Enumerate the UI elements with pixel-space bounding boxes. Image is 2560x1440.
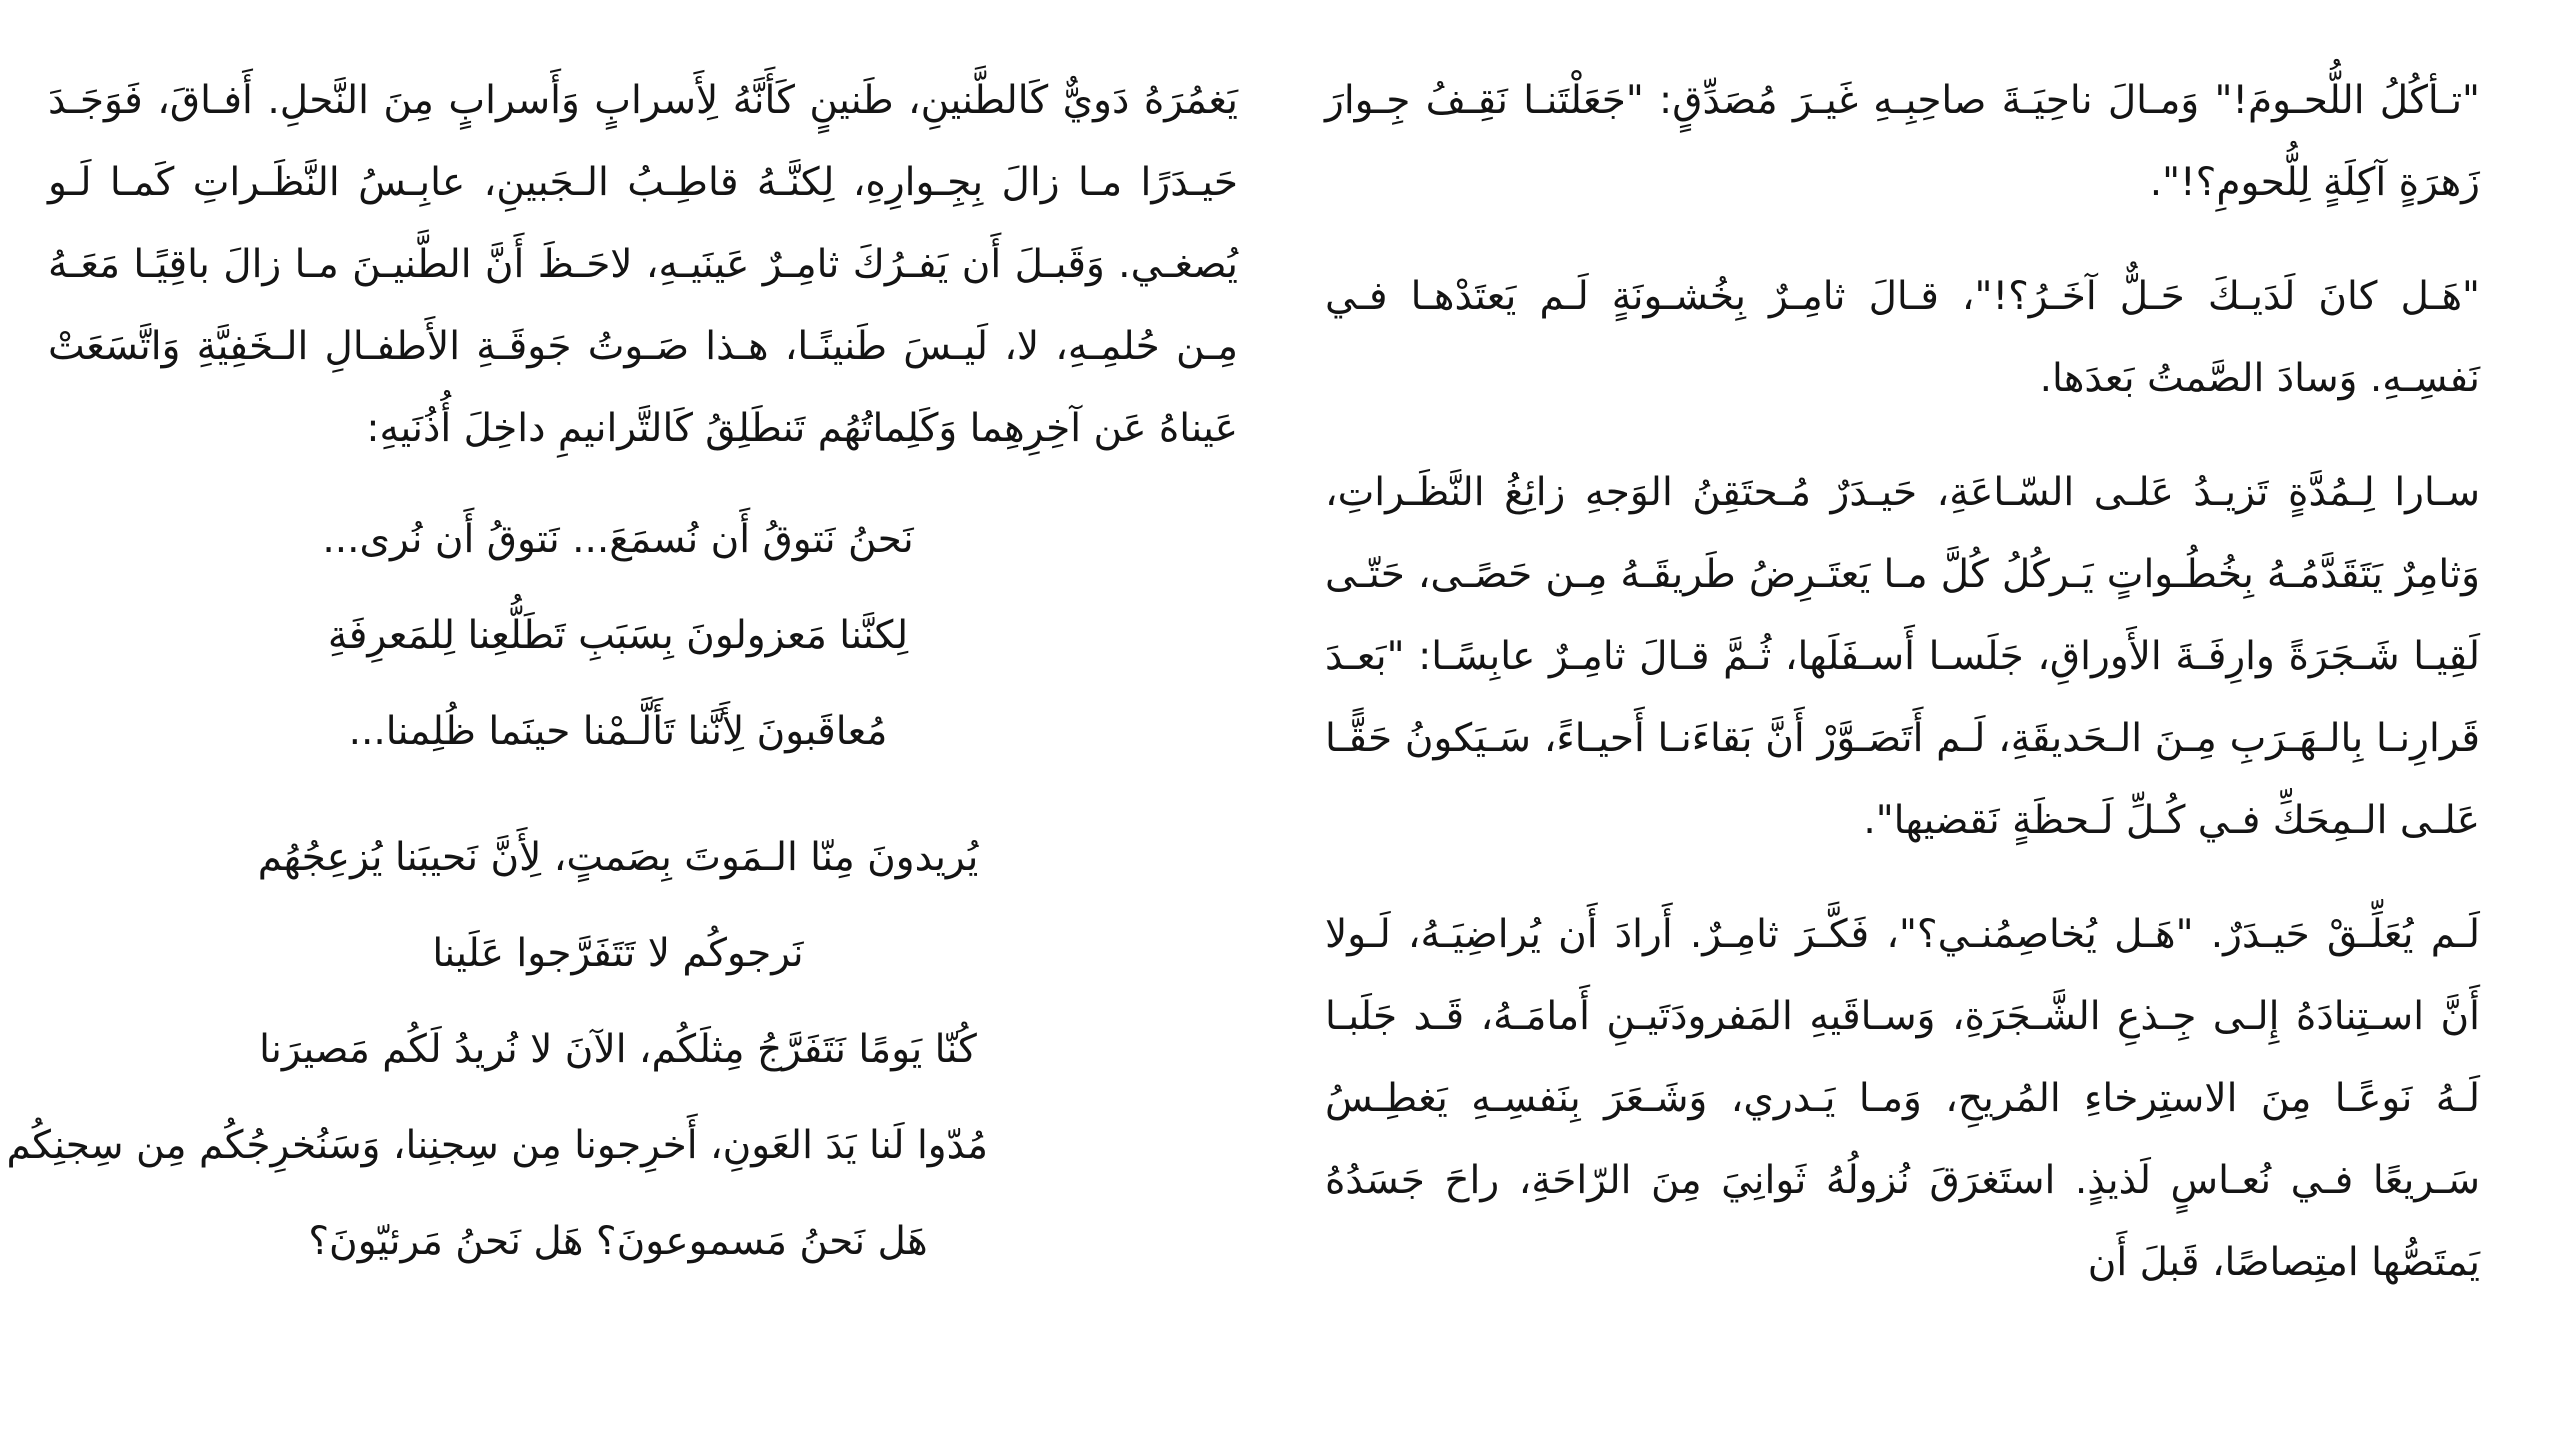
paragraph: يَغمُرَهُ دَويٌّ كَالطَّنينِ، طَنينٍ كَأَنَّهُ لِأَسرابٍ وَأَسرابٍ مِنَ النَّحلِ. أَفـاقَ، فَوَجَـدَ حَيـدَرًا مـا زالَ بِجِـوارِهِ، لِكنَّـهُ قاطِـبُ الـجَبينِ، عابِـسُ النَّظَـراتِ كَمـا لَـو يُصغـي. وَقَبـلَ أَن يَفـرُكَ ثامِـرٌ عَينَيـهِ، لاحَـظَ أَنَّ الطَّنيـنَ مـا زالَ باقِيًـا مَعَـهُ مِـن حُلمِـهِ، لا، لَيـسَ طَنينًـا، هـذا صَـوتُ جَوقَـةِ الأَطفـالِ الـخَفِيَّةِ وَاتَّسَعَتْ عَيناهُ عَن آخِرِهِما وَكَلِماتُهُم تَنطَلِقُ كَالتَّرانيمِ داخِلَ أُذُنَيهِ: <box>48 78 1238 451</box>
poem-verse: لِكنَّنا مَعزولونَ بِسَبَبِ تَطَلُّعِنا لِلمَعرِفَةِ <box>327 613 909 658</box>
right-page-column <box>1325 60 2480 1304</box>
poem <box>6 492 988 1290</box>
paragraph: سـارا لِـمُدَّةٍ تَزيـدُ عَلـى السّـاعَةِ، حَيـدَرٌ مُـحتَقِنُ الوَجهِ زائِغُ النَّظَـراتِ، وَثامِرٌ يَتَقَدَّمُـهُ بِخُطُـواتٍ يَـركُلُ كُلَّ مـا يَعتَـرِضُ طَريقَـهُ مِـن حَصًـى، حَتّـى لَقِيـا شَـجَرَةً وارِفَـةَ الأَوراقِ، جَلَسـا أَسـفَلَها، ثُـمَّ قـالَ ثامِـرٌ عابِسًـا: "بَعـدَ قَرارِنـا بِالـهَـرَبِ مِـنَ الـحَديقَةِ، لَـم أَتَصَـوَّرْ أَنَّ بَقاءَنـا أَحيـاءً، سَـيَكونُ حَقًّـا عَلـى الـمِحَكِّ فـي كُـلِّ لَـحظَةٍ نَقضيها". <box>1325 470 2480 843</box>
poem-verse: نَحنُ نَتوقُ أَن نُسمَعَ... نَتوقُ أَن نُرى... <box>322 517 914 562</box>
poem-verse: يُريدونَ مِنّا الـمَوتَ بِصَمتٍ، لِأَنَّ نَحيبَنا يُزعِجُهُم <box>257 835 979 880</box>
poem-stanza <box>6 810 988 1290</box>
poem-verse: نَرجوكُم لا تَتَفَرَّجوا عَلَينا <box>432 931 804 976</box>
poem-verse: هَل نَحنُ مَسموعونَ؟ هَل نَحنُ مَرئيّونَ؟ <box>308 1219 928 1264</box>
paragraph: "تـأكُلُ اللُّحـومَ!" وَمـالَ ناحِيَـةَ صاحِبِـهِ غَيـرَ مُصَدِّقٍ: "جَعَلْتَنـا نَقِـفُ جِـوارَ زَهرَةٍ آكِلَةٍ لِلُّحومِ؟!". <box>1325 78 2480 205</box>
left-page-column <box>6 60 1238 1290</box>
paragraph: لَـم يُعَلِّـقْ حَيـدَرٌ. "هَـل يُخاصِمُنـي؟"، فَكَّـرَ ثامِـرٌ. أَرادَ أَن يُراضِيَـهُ، لَـولا أَنَّ اسـتِنادَهُ إِلـى جِـذعِ الشَّـجَرَةِ، وَسـاقَيهِ المَفرودَتَيـنِ أَمامَـهُ، قَـد جَلَبـا لَـهُ نَوعًـا مِنَ الاستِرخاءِ المُريحِ، وَمـا يَـدري، وَشَـعَرَ بِنَفسِـهِ يَغطِـسُ سَـريعًا فـي نُعـاسٍ لَذيذٍ. استَغرَقَ نُزولُهُ ثَوانِيَ مِنَ الرّاحَةِ، راحَ جَسَدُهُ يَمتَصُّها امتِصاصًا، قَبلَ أَن <box>1325 912 2480 1285</box>
poem-verse: كُنّا يَومًا نَتَفَرَّجُ مِثلَكُم، الآنَ لا نُريدُ لَكُم مَصيرَنا <box>259 1027 977 1072</box>
poem-verse: مُدّوا لَنا يَدَ العَونِ، أَخرِجونا مِن سِجنِنا، وَسَنُخرِجُكُم مِن سِجنِكُم <box>6 1123 988 1168</box>
poem-stanza <box>248 492 988 780</box>
paragraph: "هَـل كانَ لَدَيـكَ حَـلٌّ آخَـرُ؟!"، قـالَ ثامِـرٌ بِخُشـونَةٍ لَـم يَعتَدْهـا فـي نَفسِـهِ. وَسادَ الصَّمتُ بَعدَها. <box>1325 274 2480 401</box>
poem-verse: مُعاقَبونَ لِأَنَّنا تَأَلَّـمْنا حينَما ظُلِمنا... <box>348 709 888 754</box>
